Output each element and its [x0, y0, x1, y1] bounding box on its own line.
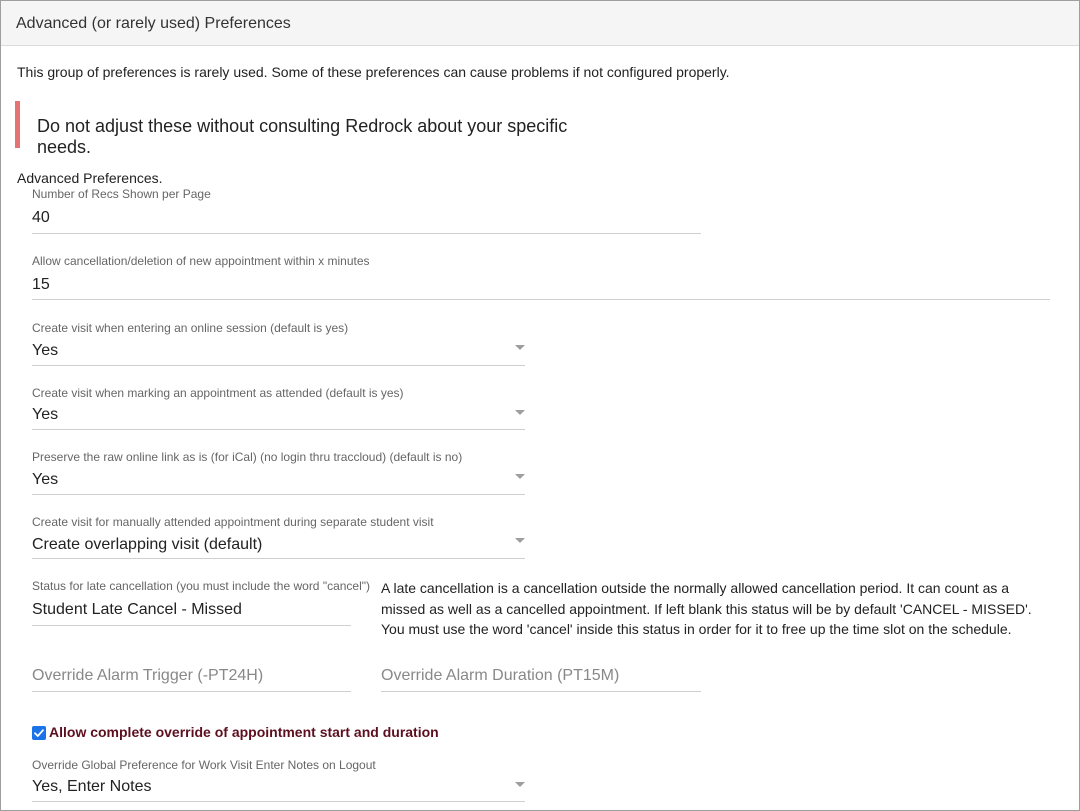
override-start-duration-checkbox[interactable] — [32, 726, 46, 740]
visit-online-select[interactable] — [32, 321, 525, 367]
visit-attended-select[interactable] — [32, 386, 525, 432]
field-label: Create visit for manually attended appointment during separate student visit — [32, 515, 434, 529]
selected-value: Yes — [32, 471, 59, 488]
field-label: Create visit when entering an online session (default is yes) — [32, 321, 349, 335]
warning-callout — [15, 101, 575, 157]
input-underline — [32, 299, 1050, 300]
field-label: Preserve the raw online link as is (for iCal) (no login thru traccloud) (default is no) — [32, 450, 463, 464]
recs-per-page-input[interactable]: 40 — [32, 209, 50, 226]
dropdown-caret-icon[interactable] — [515, 538, 525, 543]
field-label: Status for late cancellation (you must include the word "cancel") — [32, 579, 371, 593]
selected-value: Yes, Enter Notes — [32, 778, 152, 795]
cancel-window-input[interactable]: 15 — [32, 276, 50, 293]
select-underline — [32, 365, 525, 366]
selected-value: Yes — [32, 406, 59, 423]
selected-value: Yes — [32, 342, 59, 359]
selected-value: Create overlapping visit (default) — [32, 536, 263, 553]
alarm-trigger-input[interactable] — [32, 667, 351, 693]
raw-link-select[interactable] — [32, 450, 525, 496]
override-start-duration-label[interactable]: Allow complete override of appointment start and duration — [49, 724, 439, 740]
alarm-trigger-placeholder: Override Alarm Trigger (-PT24H) — [32, 667, 264, 684]
section-title: Advanced Preferences. — [17, 170, 163, 186]
select-underline — [32, 429, 525, 430]
work-visit-notes-select[interactable] — [32, 758, 525, 804]
input-underline — [32, 691, 351, 692]
recs-per-page-field[interactable] — [32, 187, 701, 235]
panel-header — [1, 1, 1079, 46]
dropdown-caret-icon[interactable] — [515, 410, 525, 415]
select-underline — [32, 558, 525, 559]
intro-text: This group of preferences is rarely used. Some of these preferences can cause problems if not configured properly. — [17, 64, 730, 80]
input-underline — [32, 625, 351, 626]
cancel-window-field[interactable] — [32, 254, 1050, 302]
input-underline — [381, 691, 701, 692]
dropdown-caret-icon[interactable] — [515, 345, 525, 350]
field-label: Number of Recs Shown per Page — [32, 187, 211, 201]
alarm-duration-input[interactable] — [381, 667, 701, 693]
dropdown-caret-icon[interactable] — [515, 474, 525, 479]
select-underline — [32, 801, 525, 802]
alarm-duration-placeholder: Override Alarm Duration (PT15M) — [381, 667, 620, 684]
checkmark-icon — [33, 727, 45, 739]
warning-text: Do not adjust these without consulting Redrock about your specific needs. — [37, 116, 568, 157]
field-label: Create visit when marking an appointment as attended (default is yes) — [32, 386, 404, 400]
input-underline — [32, 233, 701, 234]
field-label: Allow cancellation/deletion of new appointment within x minutes — [32, 254, 370, 268]
field-label: Override Global Preference for Work Visit Enter Notes on Logout — [32, 758, 376, 772]
late-cancel-input[interactable]: Student Late Cancel - Missed — [32, 601, 242, 618]
panel-title: Advanced (or rarely used) Preferences — [16, 15, 291, 32]
manual-visit-select[interactable] — [32, 515, 525, 561]
dropdown-caret-icon[interactable] — [515, 782, 525, 787]
select-underline — [32, 494, 525, 495]
late-cancel-note: A late cancellation is a cancellation outside the normally allowed cancellation period. It can count as a missed as well as a cancelled appointment. If left blank this status will be by default 'CANCEL - MISSED'. You must use the word 'cancel' inside this status in order for it to free up the time slot on the schedule. — [381, 580, 1032, 637]
late-cancel-field[interactable] — [32, 579, 371, 627]
